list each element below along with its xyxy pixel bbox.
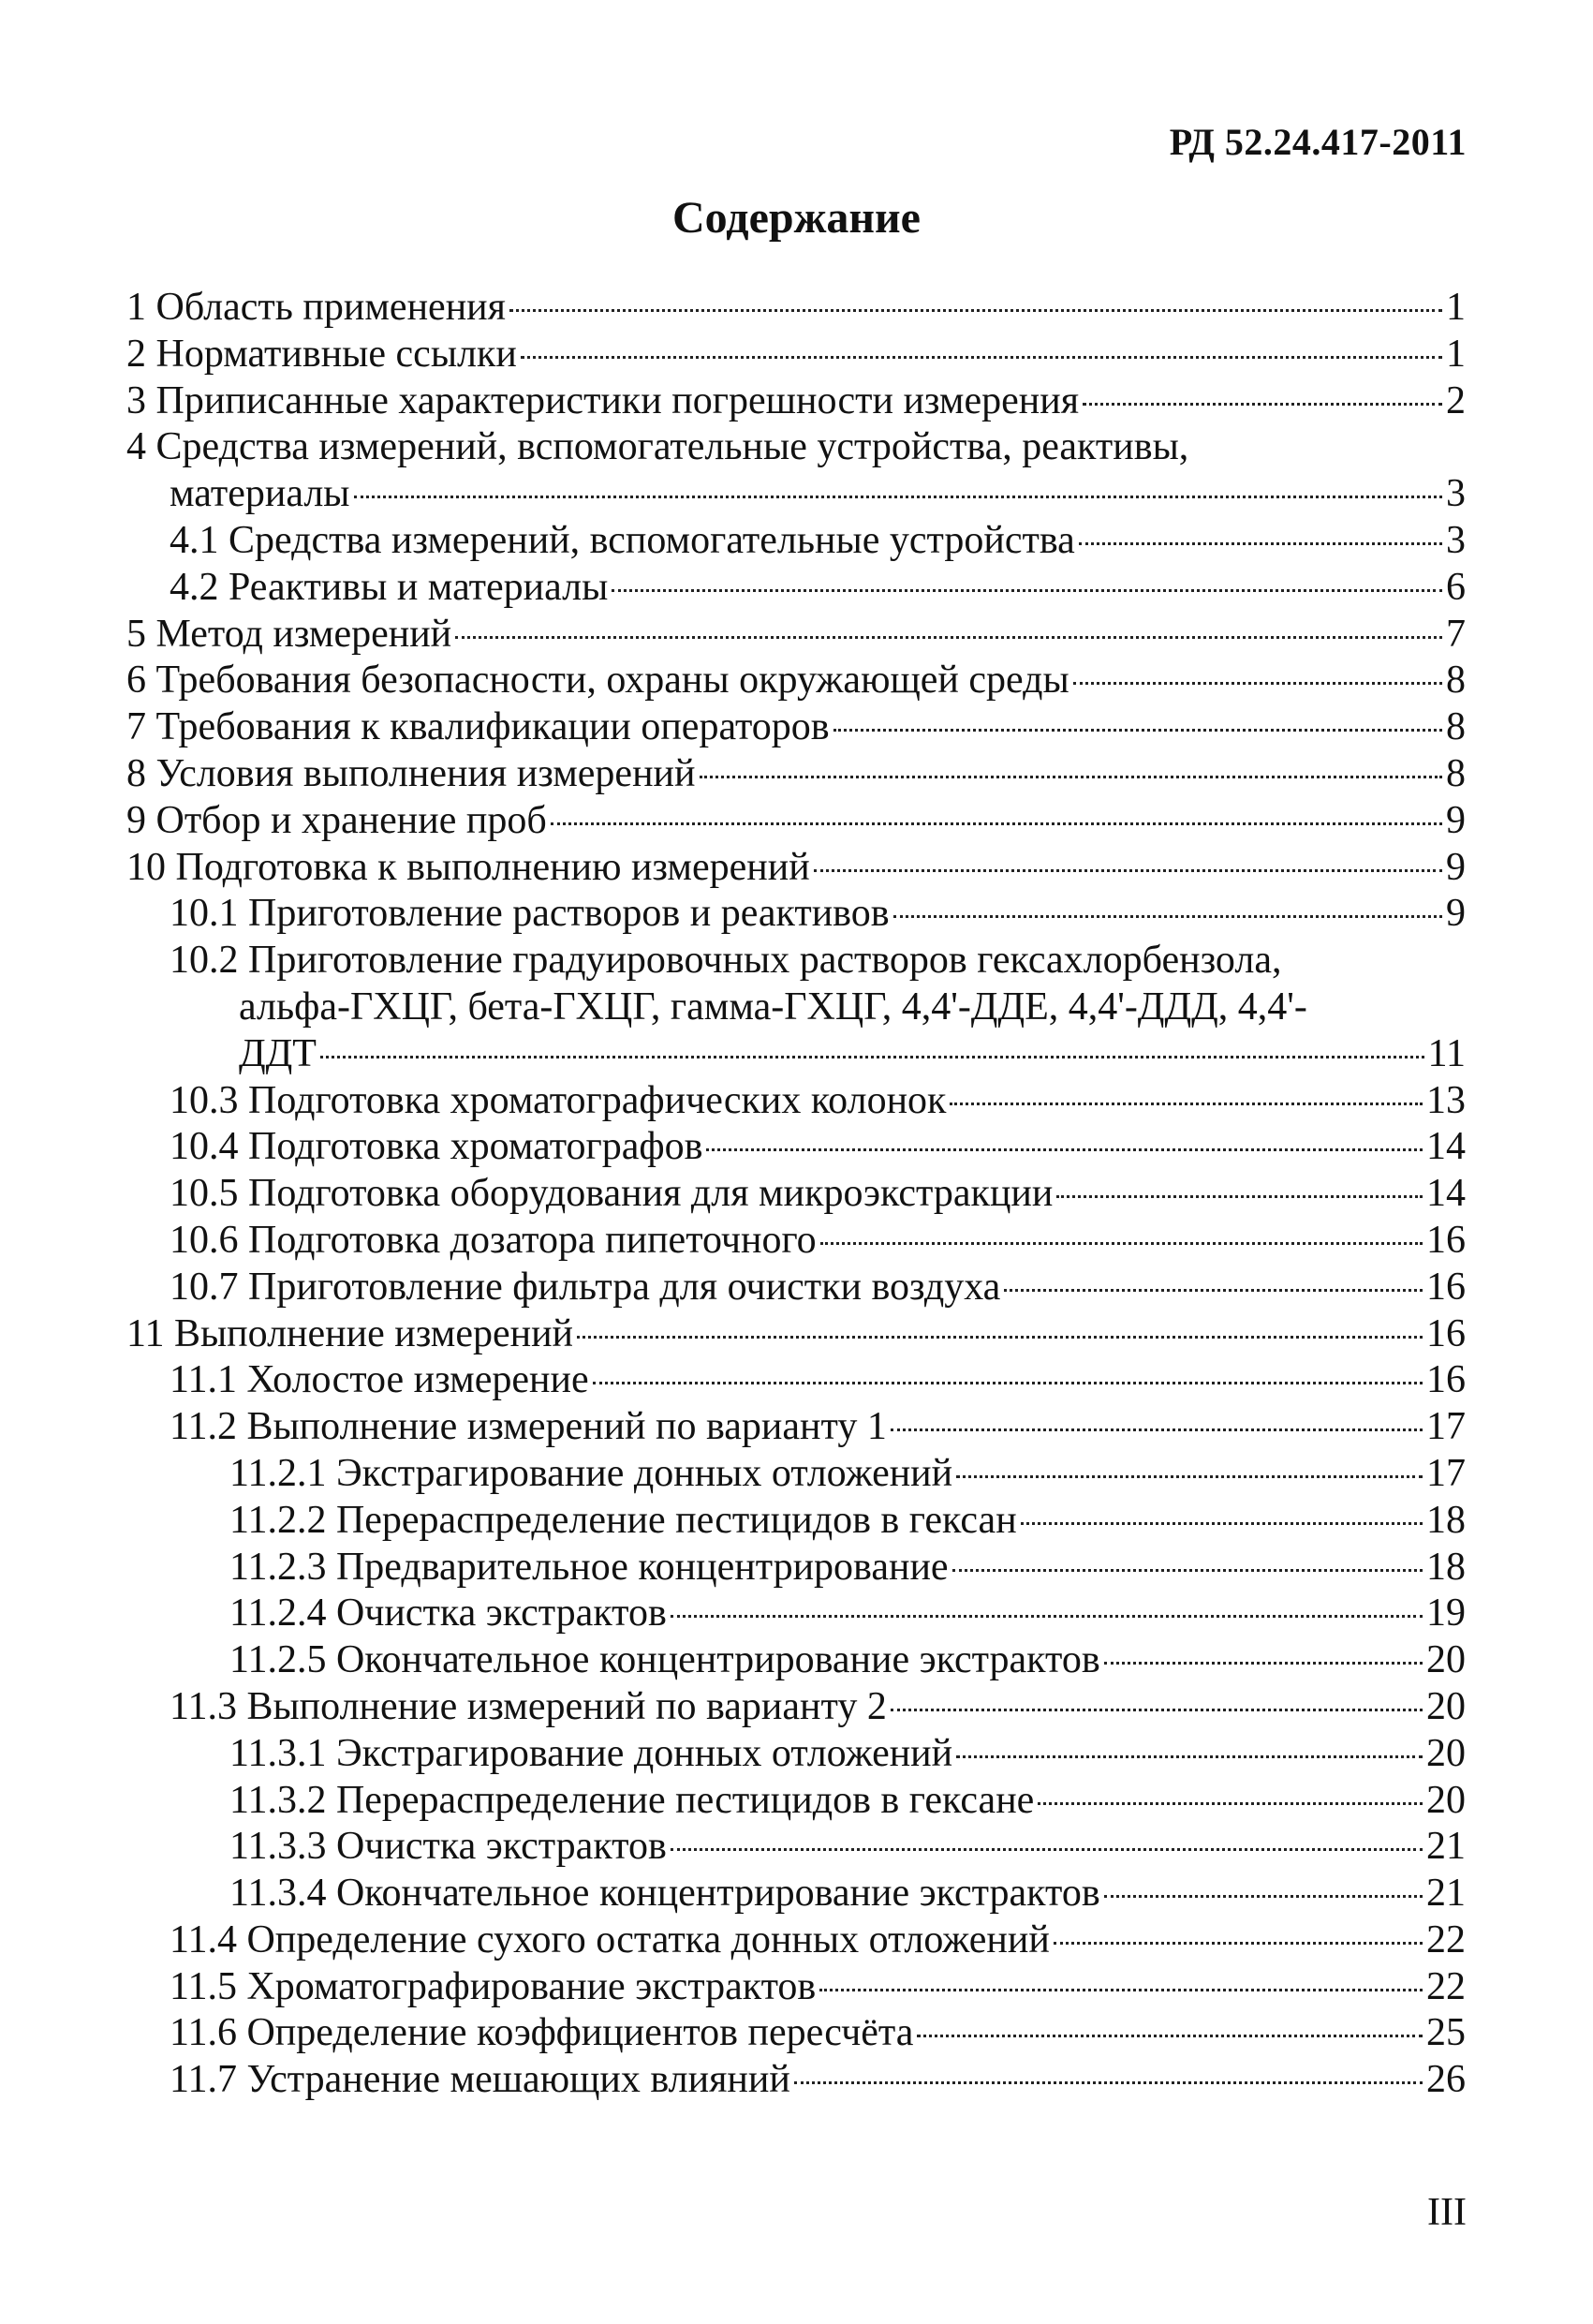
toc-entry[interactable] — [126, 1917, 1466, 1964]
toc-entry-page: 16 — [1426, 1311, 1466, 1355]
dot-leader — [833, 729, 1442, 732]
toc-entry-text: 10.4 Подготовка хроматографов — [170, 1125, 703, 1169]
dot-leader — [917, 2035, 1423, 2037]
dot-leader — [706, 1148, 1423, 1151]
toc-entry-page: 8 — [1446, 705, 1466, 749]
toc-entry-page: 11 — [1427, 1031, 1466, 1075]
toc-entry-page: 18 — [1426, 1545, 1466, 1589]
toc-entry-text: 3 Приписанные характеристики погрешности измерения — [126, 378, 1080, 422]
toc-entry-text: 5 Метод измерений — [126, 612, 452, 656]
toc-entry-text: 10 Подготовка к выполнению измерений — [126, 845, 810, 889]
toc-entry[interactable] — [126, 658, 1466, 704]
toc-entry[interactable] — [126, 1545, 1466, 1591]
toc-entry[interactable] — [126, 1824, 1466, 1871]
toc-entry-page: 8 — [1446, 659, 1466, 703]
toc-entry-text: 11.3.2 Перераспределение пестицидов в гексане — [229, 1778, 1035, 1822]
toc-entry-text: материалы — [170, 472, 350, 516]
toc-entry-page: 26 — [1426, 2058, 1466, 2102]
toc-entry-page: 21 — [1426, 1825, 1466, 1869]
dot-leader — [1021, 1522, 1423, 1525]
toc-entry-page: 20 — [1426, 1731, 1466, 1775]
toc-entry-page: 22 — [1426, 1964, 1466, 2008]
toc-entry-page: 1 — [1446, 286, 1466, 329]
toc-entry[interactable] — [126, 1591, 1466, 1637]
toc-entry-page: 18 — [1426, 1498, 1466, 1542]
toc-entry[interactable] — [126, 1684, 1466, 1731]
toc-entry[interactable] — [126, 2057, 1466, 2104]
toc-entry-text: ДДТ — [239, 1031, 317, 1075]
dot-leader — [819, 1989, 1423, 1991]
dot-leader — [551, 822, 1442, 825]
toc-entry-text: 11.4 Определение сухого остатка донных отложений — [170, 1917, 1050, 1961]
toc-entry-text: 6 Требования безопасности, охраны окружающей среды — [126, 659, 1069, 703]
toc-entry[interactable] — [126, 518, 1466, 565]
toc-entry-page: 20 — [1426, 1778, 1466, 1822]
toc-entry-page: 17 — [1426, 1451, 1466, 1495]
dot-leader — [891, 1709, 1423, 1711]
table-of-contents — [126, 285, 1466, 2104]
dot-leader — [814, 869, 1442, 872]
toc-entry-text: 1 Область применения — [126, 286, 506, 329]
dot-leader — [320, 1056, 1424, 1058]
toc-entry[interactable] — [126, 1451, 1466, 1498]
toc-entry-text: 11.2.2 Перераспределение пестицидов в гексан — [229, 1498, 1017, 1542]
toc-entry[interactable] — [126, 332, 1466, 378]
toc-entry[interactable] — [126, 1637, 1466, 1684]
document-code: РД 52.24.417-2011 — [1169, 121, 1467, 163]
toc-entry-page: 16 — [1426, 1358, 1466, 1402]
toc-entry[interactable] — [126, 938, 1466, 984]
dot-leader — [577, 1336, 1423, 1339]
toc-entry-text: 10.7 Приготовление фильтра для очистки воздуха — [170, 1265, 1001, 1309]
toc-entry[interactable] — [126, 1265, 1466, 1311]
toc-entry[interactable] — [126, 565, 1466, 612]
toc-entry[interactable] — [126, 891, 1466, 938]
toc-entry[interactable] — [126, 1031, 1466, 1078]
toc-entry-text: 11.2.4 Очистка экстрактов — [229, 1591, 667, 1636]
toc-entry-page: 19 — [1426, 1591, 1466, 1636]
toc-entry[interactable] — [126, 1078, 1466, 1125]
toc-entry-page: 1 — [1446, 332, 1466, 376]
toc-entry-page: 14 — [1426, 1172, 1466, 1216]
toc-entry-page: 17 — [1426, 1405, 1466, 1449]
toc-entry-page: 3 — [1446, 472, 1466, 516]
toc-entry-page: 20 — [1426, 1638, 1466, 1682]
toc-entry[interactable] — [126, 798, 1466, 845]
dot-leader — [950, 1103, 1423, 1105]
toc-entry-page: 25 — [1426, 2011, 1466, 2055]
toc-entry-text: 11.3.4 Окончательное концентрирование экстрактов — [229, 1872, 1100, 1916]
toc-entry-text: 11.3 Выполнение измерений по варианту 2 — [170, 1684, 887, 1728]
toc-entry-page: 16 — [1426, 1265, 1466, 1309]
toc-entry-page: 7 — [1446, 612, 1466, 656]
toc-entry-page: 20 — [1426, 1684, 1466, 1728]
toc-entry-text: 4.2 Реактивы и материалы — [170, 565, 609, 609]
toc-entry[interactable] — [126, 751, 1466, 798]
dot-leader — [700, 776, 1442, 778]
toc-entry-page: 13 — [1426, 1078, 1466, 1122]
toc-entry[interactable] — [126, 1171, 1466, 1218]
dot-leader — [794, 2081, 1423, 2084]
toc-entry[interactable] — [126, 704, 1466, 751]
toc-entry-text: 10.1 Приготовление растворов и реактивов — [170, 892, 890, 936]
toc-entry[interactable] — [126, 1778, 1466, 1825]
toc-entry[interactable] — [126, 1964, 1466, 2011]
dot-leader — [354, 496, 1442, 498]
toc-entry[interactable] — [126, 1498, 1466, 1545]
dot-leader — [593, 1382, 1423, 1384]
toc-entry-text: 11.5 Хроматографирование экстрактов — [170, 1964, 817, 2008]
toc-entry-page: 6 — [1446, 565, 1466, 609]
toc-entry-text: 11.3.1 Экстрагирование донных отложений — [229, 1731, 953, 1775]
toc-entry-text: 11.1 Холостое измерение — [170, 1358, 589, 1402]
dot-leader — [455, 636, 1442, 639]
page-title: Содержание — [672, 193, 921, 243]
toc-entry-page: 9 — [1446, 892, 1466, 936]
dot-leader — [612, 589, 1442, 592]
toc-entry[interactable] — [126, 1731, 1466, 1778]
toc-entry-text: 11.3.3 Очистка экстрактов — [229, 1825, 667, 1869]
toc-entry[interactable] — [126, 845, 1466, 892]
toc-entry[interactable] — [126, 1311, 1466, 1358]
toc-entry-text: 4 Средства измерений, вспомогательные устройства, реактивы, — [126, 425, 1189, 469]
toc-entry-text: альфа-ГХЦГ, бета-ГХЦГ, гамма-ГХЦГ, 4,4'-ДДЕ, 4,4'-ДДД, 4,4'- — [239, 984, 1307, 1029]
toc-entry-text: 11.6 Определение коэффициентов пересчёта — [170, 2011, 914, 2055]
toc-entry-text: 11.2.5 Окончательное концентрирование экстрактов — [229, 1638, 1100, 1682]
toc-entry-text: 10.2 Приготовление градуировочных растворов гексахлорбензола, — [170, 939, 1282, 983]
toc-entry[interactable] — [126, 471, 1466, 518]
toc-entry[interactable] — [126, 612, 1466, 659]
toc-entry[interactable] — [126, 2010, 1466, 2057]
toc-entry-text: 11.2.3 Предварительное концентрирование — [229, 1545, 949, 1589]
dot-leader — [1038, 1802, 1423, 1805]
toc-entry[interactable] — [126, 378, 1466, 425]
toc-entry-text: 2 Нормативные ссылки — [126, 332, 517, 376]
toc-entry[interactable] — [126, 424, 1466, 471]
toc-entry-page: 8 — [1446, 751, 1466, 795]
dot-leader — [1056, 1195, 1423, 1198]
dot-leader — [1054, 1942, 1423, 1945]
toc-entry-text: 4.1 Средства измерений, вспомогательные устройства — [170, 518, 1075, 562]
toc-entry-text: 11.2 Выполнение измерений по варианту 1 — [170, 1405, 887, 1449]
dot-leader — [956, 1475, 1423, 1478]
toc-entry-text: 10.5 Подготовка оборудования для микроэкстракции — [170, 1172, 1054, 1216]
toc-entry-page: 3 — [1446, 518, 1466, 562]
toc-entry-page: 22 — [1426, 1917, 1466, 1961]
dot-leader — [509, 309, 1442, 312]
toc-entry-page: 16 — [1426, 1218, 1466, 1262]
dot-leader — [820, 1242, 1423, 1245]
dot-leader — [1079, 542, 1442, 545]
toc-entry[interactable] — [126, 1218, 1466, 1265]
dot-leader — [1104, 1895, 1423, 1898]
toc-entry-text: 11.2.1 Экстрагирование донных отложений — [229, 1451, 953, 1495]
toc-entry-page: 2 — [1446, 378, 1466, 422]
toc-entry-text: 8 Условия выполнения измерений — [126, 751, 696, 795]
toc-entry[interactable] — [126, 1871, 1466, 1917]
dot-leader — [893, 915, 1442, 918]
toc-entry-page: 14 — [1426, 1125, 1466, 1169]
dot-leader — [1104, 1662, 1423, 1665]
toc-entry-text: 7 Требования к квалификации операторов — [126, 705, 830, 749]
toc-entry-page: 9 — [1446, 845, 1466, 889]
toc-entry-text: 10.3 Подготовка хроматографических колонок — [170, 1078, 947, 1122]
dot-leader — [956, 1755, 1423, 1758]
dot-leader — [671, 1848, 1423, 1851]
toc-entry[interactable] — [126, 1357, 1466, 1404]
toc-entry[interactable] — [126, 984, 1466, 1031]
toc-entry-text: 11.7 Устранение мешающих влияний — [170, 2058, 790, 2102]
toc-entry-page: 21 — [1426, 1872, 1466, 1916]
dot-leader — [891, 1428, 1423, 1431]
toc-entry-text: 9 Отбор и хранение проб — [126, 798, 547, 842]
dot-leader — [1083, 403, 1442, 406]
dot-leader — [521, 356, 1442, 359]
toc-entry[interactable] — [126, 1124, 1466, 1171]
dot-leader — [1004, 1289, 1423, 1292]
dot-leader — [952, 1569, 1423, 1572]
dot-leader — [671, 1615, 1423, 1618]
toc-entry[interactable] — [126, 1404, 1466, 1451]
toc-entry-text: 10.6 Подготовка дозатора пипеточного — [170, 1218, 817, 1262]
toc-entry[interactable] — [126, 285, 1466, 332]
page-number: III — [1427, 2191, 1467, 2234]
toc-entry-page: 9 — [1446, 798, 1466, 842]
toc-entry-text: 11 Выполнение измерений — [126, 1311, 574, 1355]
dot-leader — [1073, 682, 1442, 685]
